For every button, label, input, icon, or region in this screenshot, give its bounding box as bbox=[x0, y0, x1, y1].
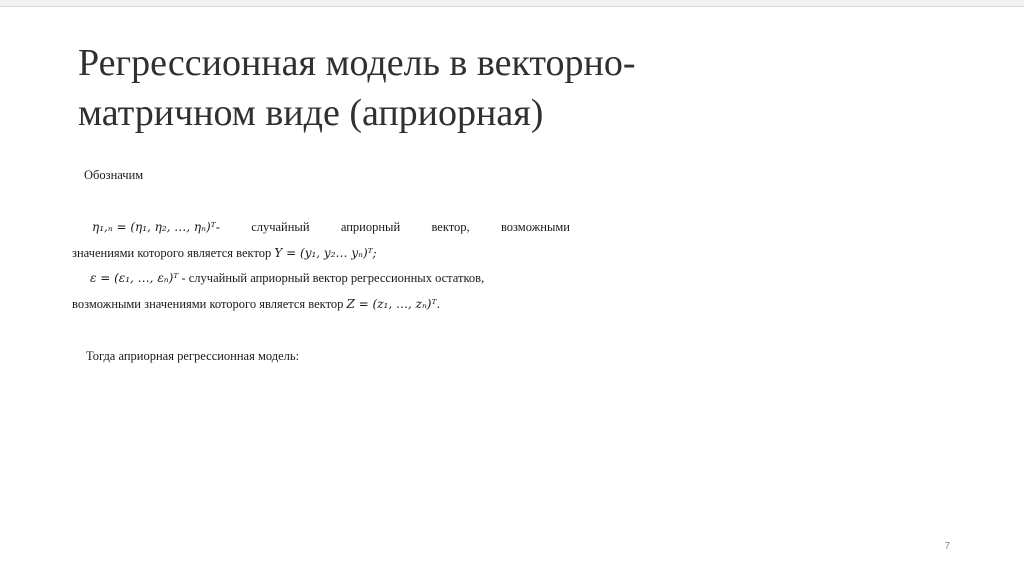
eta-formula: η₁,ₙ = (η₁, η₂, …, ηₙ)ᵀ bbox=[92, 220, 216, 234]
denote-text: Обозначим bbox=[84, 168, 144, 182]
eta-definition-line bbox=[92, 220, 570, 235]
eta-vector-formula bbox=[92, 220, 220, 235]
epsilon-definition-line bbox=[90, 271, 484, 286]
epsilon-values-text: возможными значениями которого является вектор bbox=[72, 297, 344, 311]
eta-values-line bbox=[72, 246, 377, 261]
slide-title bbox=[78, 38, 958, 138]
slide-title-line-2: матричном виде (априорная) bbox=[78, 92, 544, 134]
eta-values-text: значениями которого является вектор bbox=[72, 246, 272, 260]
page-number: 7 bbox=[944, 541, 950, 552]
eta-word-4: возможными bbox=[500, 220, 570, 234]
eta-dash: - bbox=[215, 220, 220, 234]
eta-word-2: априорный bbox=[340, 220, 401, 234]
eta-word-1: случайный bbox=[251, 220, 310, 234]
y-vector-formula: Y = (y₁, y₂… yₙ)ᵀ; bbox=[274, 246, 377, 260]
model-intro-text: Тогда априорная регрессионная модель: bbox=[86, 349, 300, 363]
slide-top-border bbox=[0, 0, 1024, 7]
eta-word-3: вектор, bbox=[431, 220, 470, 234]
slide-title-line-1: Регрессионная модель в векторно- bbox=[78, 42, 636, 84]
epsilon-values-line bbox=[72, 297, 440, 312]
epsilon-definition-text: - случайный априорный вектор регрессионных остатков, bbox=[181, 271, 485, 285]
z-vector-formula: Z = (z₁, …, zₙ)ᵀ. bbox=[346, 297, 441, 311]
epsilon-vector-formula: ε = (ε₁, …, εₙ)ᵀ bbox=[90, 271, 179, 285]
